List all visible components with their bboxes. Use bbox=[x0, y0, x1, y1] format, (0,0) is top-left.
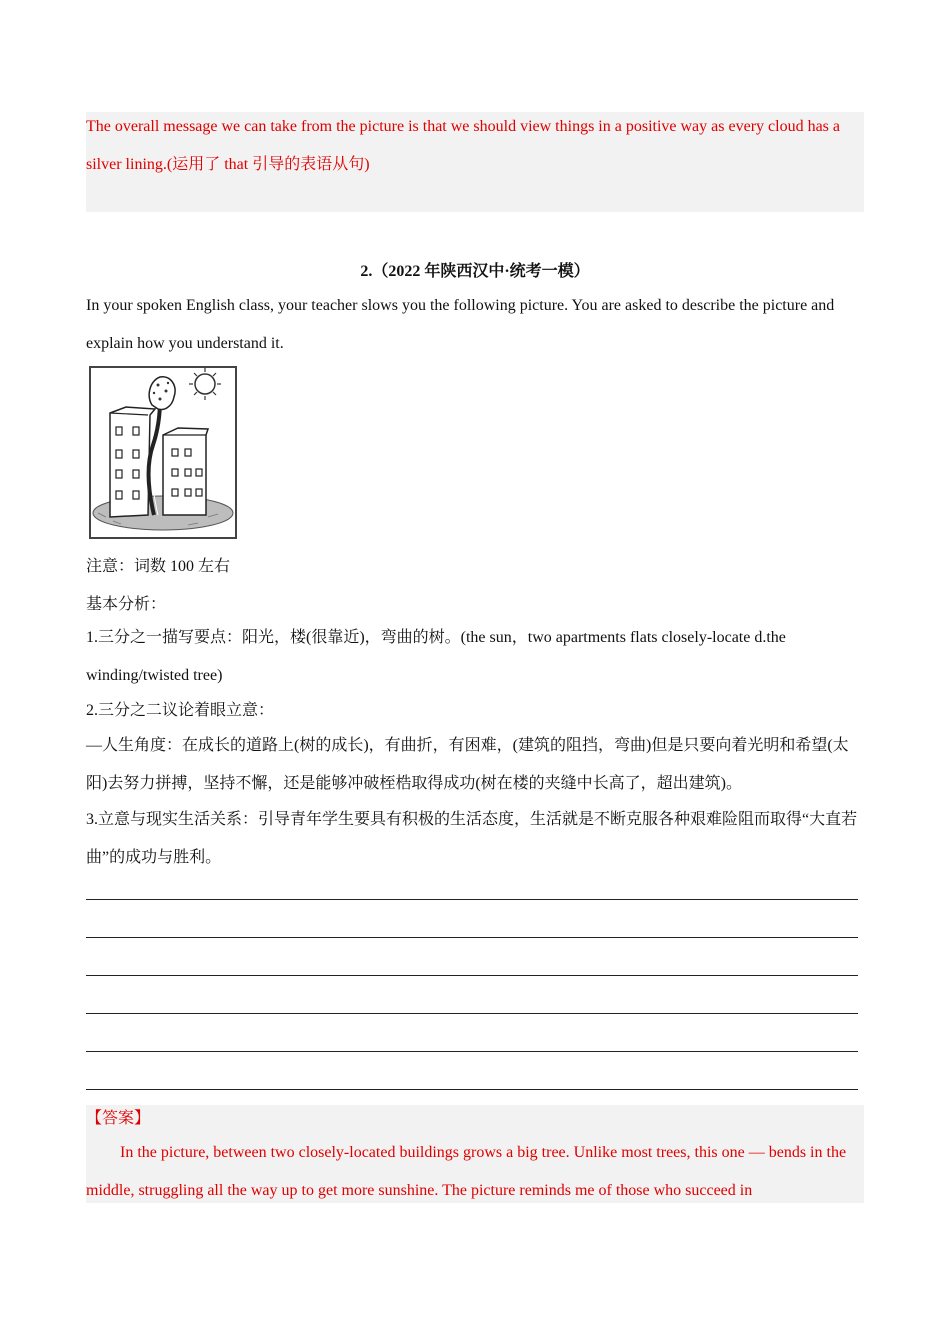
top-answer-text: The overall message we can take from the picture is that we should view things in a positive way as every cloud has a silver lining.(运用了 that 引导的表语从句) bbox=[86, 118, 840, 173]
answer-text: In the picture, between two closely-located buildings grows a big tree. Unlike most trees, this one — bends in the middle, struggling all the way up to get more sunshine. The picture reminds me of those who succeed in bbox=[86, 1144, 847, 1199]
analysis-point-2-title: 2.三分之二议论着眼立意： bbox=[86, 702, 275, 719]
writing-line bbox=[86, 899, 858, 900]
tree-between-buildings-illustration bbox=[88, 365, 238, 540]
answer-label: 【答案】 bbox=[86, 1110, 151, 1127]
basic-analysis-heading: 基本分析： bbox=[86, 596, 167, 613]
analysis-point-3: 3.立意与现实生活关系：引导青年学生要具有积极的生活态度，生活就是不断克服各种艰难险阻而取得“大直若曲”的成功与胜利。 bbox=[86, 811, 858, 866]
writing-line bbox=[86, 1013, 858, 1014]
writing-line bbox=[86, 1051, 858, 1052]
writing-line bbox=[86, 1089, 858, 1090]
writing-line bbox=[86, 975, 858, 976]
analysis-point-1: 1.三分之一描写要点：阳光，楼(很靠近)，弯曲的树。(the sun，two apartments flats closely-locate d.the winding/twisted tree) bbox=[86, 629, 786, 684]
question-heading: 2.（2022 年陕西汉中·统考一模） bbox=[360, 263, 590, 280]
word-count-note: 注意：词数 100 左右 bbox=[86, 558, 231, 575]
writing-line bbox=[86, 937, 858, 938]
analysis-point-2-body: —人生角度：在成长的道路上(树的成长)，有曲折，有困难，(建筑的阻挡，弯曲)但是只要向着光明和希望(太阳)去努力拼搏，坚持不懈，还是能够冲破桎梏取得成功(树在楼的夹缝中长高了，超出建筑)。 bbox=[86, 737, 849, 792]
question-prompt: In your spoken English class, your teacher slows you the following picture. You are asked to describe the picture and explain how you understand it. bbox=[86, 297, 835, 352]
